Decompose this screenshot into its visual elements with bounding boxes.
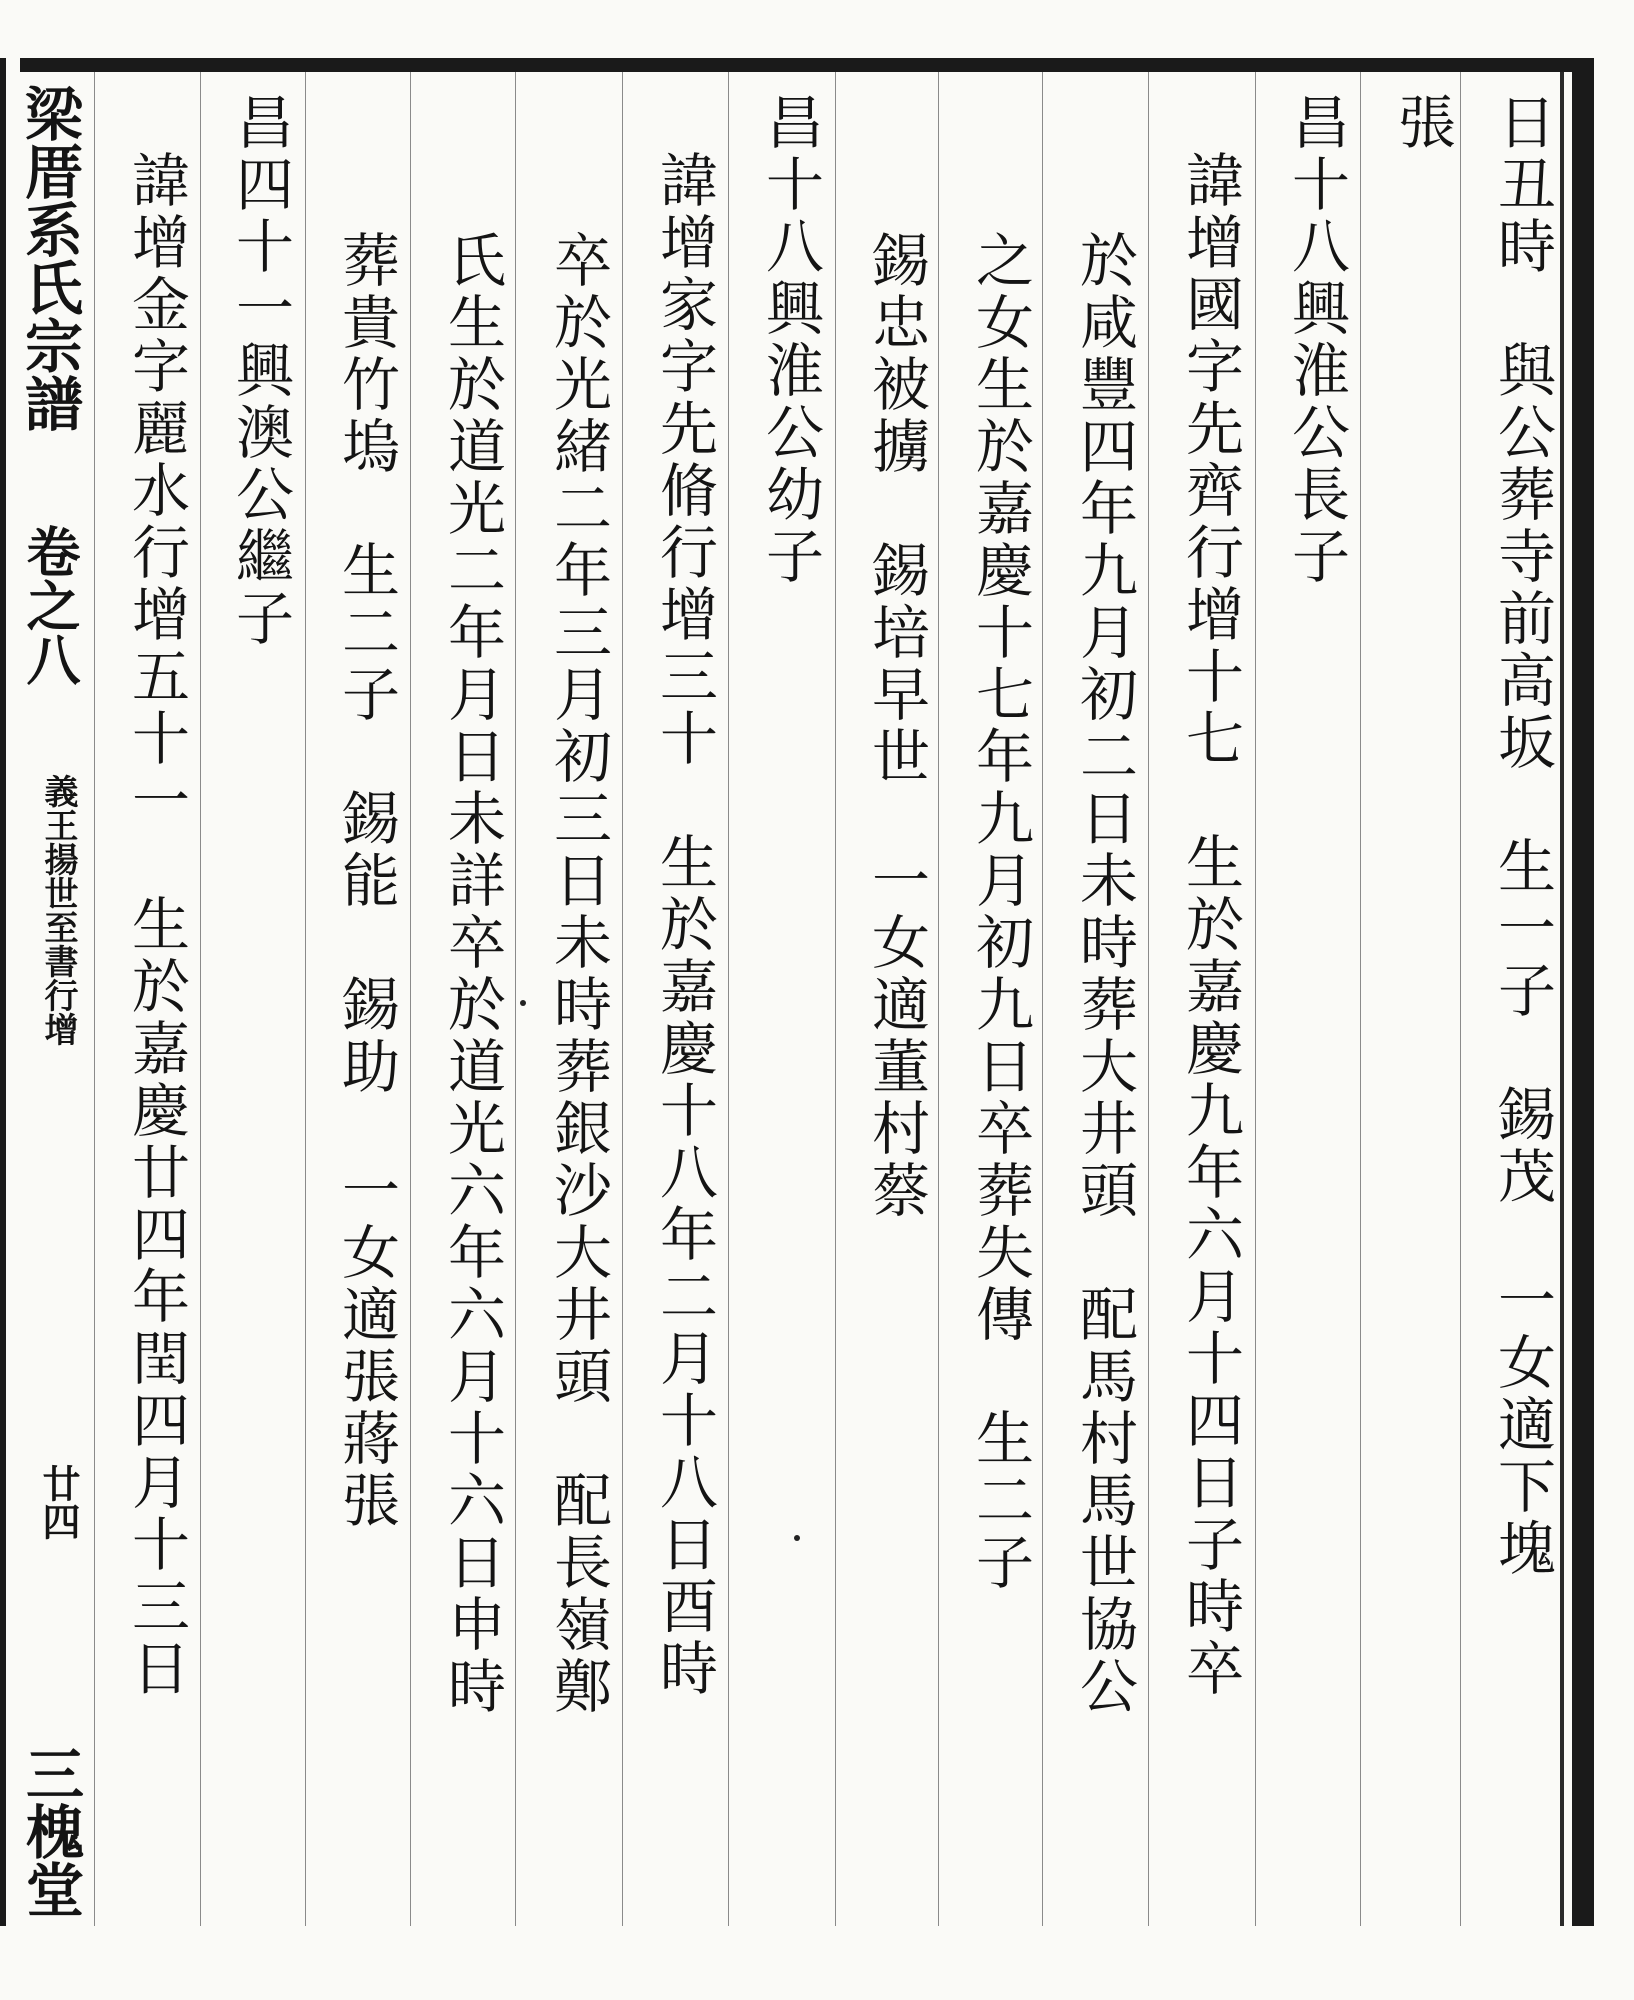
text-column: 之女生於嘉慶十七年九月初九日卒葬失傳 生二子: [966, 230, 1034, 1594]
column-rule: [622, 72, 623, 1926]
column-rule: [835, 72, 836, 1926]
text-column: 諱增國字先齊行增十七 生於嘉慶九年六月十四日子時卒: [1176, 150, 1244, 1700]
frame-left-border: [0, 58, 6, 1926]
generation-heading: 昌十八興淮公幼子: [756, 92, 824, 588]
page-number: 廿四: [36, 1464, 81, 1540]
column-rule: [410, 72, 411, 1926]
book-title: 梁厝系氏宗譜: [15, 84, 83, 432]
text-column: 張: [1388, 92, 1456, 154]
column-rule: [1360, 72, 1361, 1926]
column-rule: [1255, 72, 1256, 1926]
column-rule: [728, 72, 729, 1926]
column-rule: [94, 72, 95, 1926]
margin-column: [8, 84, 84, 1924]
generation-heading: 昌十八興淮公長子: [1282, 92, 1350, 588]
generation-heading: 昌四十一興澳公繼子: [226, 92, 294, 650]
section-label: 義王揚世至書行增: [38, 774, 78, 1046]
text-column: 氏生於道光二年月日未詳卒於道光六年六月十六日申時: [438, 230, 506, 1718]
text-column: 諱增金字麗水行增五十一 生於嘉慶廿四年閏四月十三日: [122, 150, 190, 1700]
frame-top-border: [20, 58, 1590, 72]
ink-speck: [794, 1535, 800, 1541]
text-column: 錫忠被擄 錫培早世 一女適董村蔡: [862, 230, 930, 1222]
hall-name: 三槐堂: [16, 1744, 84, 1918]
text-column: 於咸豐四年九月初二日未時葬大井頭 配馬村馬世協公: [1070, 230, 1138, 1718]
text-column: 葬貴竹塢 生二子 錫能 錫助 一女適張蔣張: [332, 230, 400, 1532]
frame-right-border: [1572, 58, 1594, 1926]
text-column: 卒於光緒二年三月初三日未時葬銀沙大井頭 配長嶺鄭: [544, 230, 612, 1718]
column-rule: [1148, 72, 1149, 1926]
volume-label: 卷之八: [18, 524, 82, 686]
column-rule: [1460, 72, 1461, 1926]
text-column: 諱增家字先脩行增三十 生於嘉慶十八年二月十八日酉時: [650, 150, 718, 1700]
column-rule: [200, 72, 201, 1926]
ink-speck: [520, 1000, 526, 1006]
text-column: 日丑時 與公葬寺前高坂 生一子 錫茂 一女適下塊: [1488, 92, 1556, 1580]
column-rule: [305, 72, 306, 1926]
